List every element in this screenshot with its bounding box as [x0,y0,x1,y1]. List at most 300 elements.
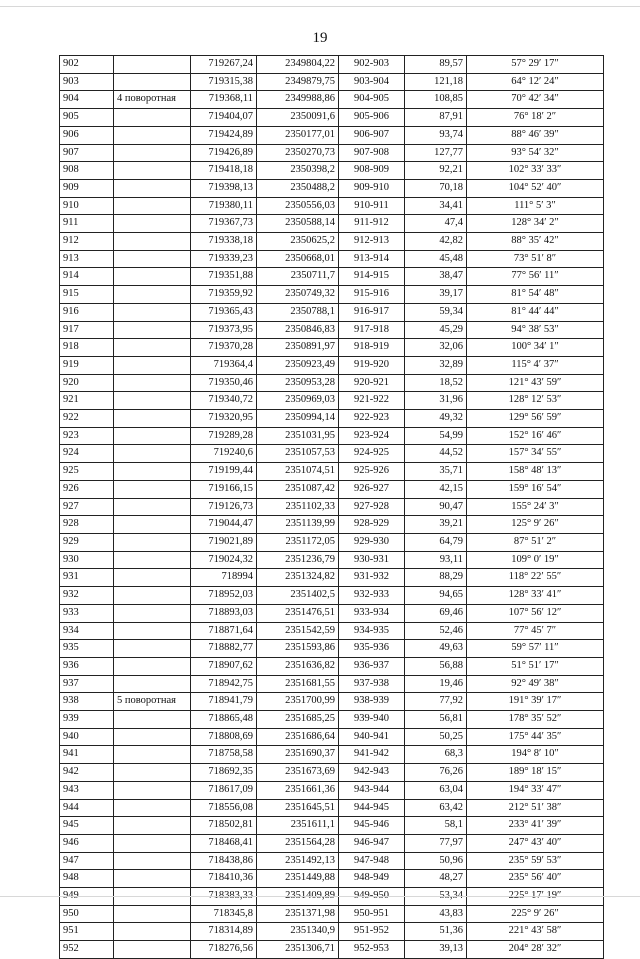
bearing-angle-cell: 76° 18′ 2″ [467,109,604,127]
segment-cell: 938-939 [339,693,405,711]
point-note-cell [114,923,191,941]
point-note-cell [114,126,191,144]
x-coordinate-cell: 719364,4 [191,356,257,374]
length-cell: 34,41 [405,197,467,215]
x-coordinate-cell: 718410,36 [191,870,257,888]
table-row [60,781,604,799]
bearing-angle-cell: 175° 44′ 35″ [467,728,604,746]
bearing-angle-cell: 59° 57′ 11″ [467,640,604,658]
x-coordinate-cell: 718994 [191,569,257,587]
length-cell: 77,92 [405,693,467,711]
segment-cell: 912-913 [339,233,405,251]
length-cell: 52,46 [405,622,467,640]
length-cell: 43,83 [405,905,467,923]
point-number-cell: 948 [60,870,114,888]
length-cell: 93,11 [405,551,467,569]
length-cell: 32,06 [405,339,467,357]
length-cell: 49,32 [405,410,467,428]
point-number-cell: 952 [60,941,114,959]
point-note-cell [114,162,191,180]
x-coordinate-cell: 719351,88 [191,268,257,286]
bearing-angle-cell: 107° 56′ 12″ [467,604,604,622]
point-number-cell: 909 [60,179,114,197]
y-coordinate-cell: 2350891,97 [257,339,339,357]
point-note-cell [114,374,191,392]
x-coordinate-cell: 719380,11 [191,197,257,215]
segment-cell: 924-925 [339,445,405,463]
y-coordinate-cell: 2351074,51 [257,463,339,481]
segment-cell: 920-921 [339,374,405,392]
table-row [60,480,604,498]
point-note-cell [114,640,191,658]
y-coordinate-cell: 2351102,33 [257,498,339,516]
table-row [60,56,604,74]
segment-cell: 911-912 [339,215,405,233]
table-row [60,604,604,622]
length-cell: 58,1 [405,817,467,835]
bearing-angle-cell: 157° 34′ 55″ [467,445,604,463]
length-cell: 87,91 [405,109,467,127]
segment-cell: 943-944 [339,781,405,799]
bearing-angle-cell: 128° 12′ 53″ [467,392,604,410]
y-coordinate-cell: 2351690,37 [257,746,339,764]
x-coordinate-cell: 718941,79 [191,693,257,711]
point-note-cell [114,764,191,782]
y-coordinate-cell: 2349879,75 [257,73,339,91]
table-row [60,179,604,197]
point-note-cell [114,427,191,445]
point-number-cell: 907 [60,144,114,162]
length-cell: 44,52 [405,445,467,463]
y-coordinate-cell: 2351673,69 [257,764,339,782]
point-number-cell: 938 [60,693,114,711]
length-cell: 35,71 [405,463,467,481]
bearing-angle-cell: 194° 8′ 10″ [467,746,604,764]
length-cell: 94,65 [405,587,467,605]
point-note-cell [114,746,191,764]
point-number-cell: 925 [60,463,114,481]
y-coordinate-cell: 2350488,2 [257,179,339,197]
bearing-angle-cell: 88° 46′ 39″ [467,126,604,144]
segment-cell: 906-907 [339,126,405,144]
point-note-cell [114,215,191,233]
point-number-cell: 908 [60,162,114,180]
bearing-angle-cell: 118° 22′ 55″ [467,569,604,587]
bearing-angle-cell: 81° 54′ 48″ [467,286,604,304]
table-row [60,445,604,463]
length-cell: 31,96 [405,392,467,410]
y-coordinate-cell: 2351681,55 [257,675,339,693]
table-row [60,923,604,941]
segment-cell: 940-941 [339,728,405,746]
length-cell: 39,21 [405,516,467,534]
bearing-angle-cell: 225° 9′ 26″ [467,905,604,923]
point-note-cell [114,551,191,569]
segment-cell: 945-946 [339,817,405,835]
y-coordinate-cell: 2350749,32 [257,286,339,304]
bearing-angle-cell: 247° 43′ 40″ [467,834,604,852]
bearing-angle-cell: 102° 33′ 33″ [467,162,604,180]
x-coordinate-cell: 719315,38 [191,73,257,91]
y-coordinate-cell: 2351542,59 [257,622,339,640]
y-coordinate-cell: 2350953,28 [257,374,339,392]
x-coordinate-cell: 719289,28 [191,427,257,445]
x-coordinate-cell: 718952,03 [191,587,257,605]
table-row [60,746,604,764]
segment-cell: 931-932 [339,569,405,587]
segment-cell: 950-951 [339,905,405,923]
point-note-cell [114,250,191,268]
point-note-cell [114,498,191,516]
x-coordinate-cell: 719044,47 [191,516,257,534]
y-coordinate-cell: 2351564,28 [257,834,339,852]
x-coordinate-cell: 718893,03 [191,604,257,622]
bearing-angle-cell: 115° 4′ 37″ [467,356,604,374]
y-coordinate-cell: 2351636,82 [257,657,339,675]
segment-cell: 929-930 [339,533,405,551]
point-note-cell [114,144,191,162]
table-row [60,233,604,251]
table-row [60,268,604,286]
point-note-cell [114,56,191,74]
bearing-angle-cell: 125° 9′ 26″ [467,516,604,534]
length-cell: 51,36 [405,923,467,941]
bearing-angle-cell: 57° 29′ 17″ [467,56,604,74]
bearing-angle-cell: 104° 52′ 40″ [467,179,604,197]
y-coordinate-cell: 2351700,99 [257,693,339,711]
point-note-cell [114,268,191,286]
table-row [60,374,604,392]
point-note-cell [114,480,191,498]
point-number-cell: 946 [60,834,114,852]
y-coordinate-cell: 2350588,14 [257,215,339,233]
segment-cell: 947-948 [339,852,405,870]
bearing-angle-cell: 128° 33′ 41″ [467,587,604,605]
segment-cell: 948-949 [339,870,405,888]
point-number-cell: 944 [60,799,114,817]
segment-cell: 941-942 [339,746,405,764]
table-row [60,533,604,551]
point-note-cell [114,73,191,91]
table-row [60,197,604,215]
segment-cell: 932-933 [339,587,405,605]
length-cell: 92,21 [405,162,467,180]
y-coordinate-cell: 2351371,98 [257,905,339,923]
x-coordinate-cell: 718942,75 [191,675,257,693]
coordinates-table-body [60,56,604,959]
length-cell: 53,34 [405,888,467,906]
point-number-cell: 934 [60,622,114,640]
point-note-cell [114,516,191,534]
x-coordinate-cell: 718502,81 [191,817,257,835]
point-number-cell: 915 [60,286,114,304]
bearing-angle-cell: 189° 18′ 15″ [467,764,604,782]
point-note-cell: 4 поворотная [114,91,191,109]
point-number-cell: 927 [60,498,114,516]
table-row [60,109,604,127]
y-coordinate-cell: 2350923,49 [257,356,339,374]
bearing-angle-cell: 204° 28′ 32″ [467,941,604,959]
table-row [60,498,604,516]
bearing-angle-cell: 155° 24′ 3″ [467,498,604,516]
segment-cell: 914-915 [339,268,405,286]
length-cell: 77,97 [405,834,467,852]
segment-cell: 930-931 [339,551,405,569]
y-coordinate-cell: 2351031,95 [257,427,339,445]
length-cell: 49,63 [405,640,467,658]
x-coordinate-cell: 718865,48 [191,711,257,729]
table-row [60,339,604,357]
table-row [60,73,604,91]
bearing-angle-cell: 194° 33′ 47″ [467,781,604,799]
segment-cell: 949-950 [339,888,405,906]
table-row [60,675,604,693]
bearing-angle-cell: 92° 49′ 38″ [467,675,604,693]
length-cell: 45,29 [405,321,467,339]
length-cell: 68,3 [405,746,467,764]
segment-cell: 917-918 [339,321,405,339]
point-note-cell [114,587,191,605]
point-number-cell: 920 [60,374,114,392]
table-row [60,126,604,144]
length-cell: 69,46 [405,604,467,622]
x-coordinate-cell: 718383,33 [191,888,257,906]
y-coordinate-cell: 2349988,86 [257,91,339,109]
page-number: 19 [312,30,328,46]
x-coordinate-cell: 719166,15 [191,480,257,498]
point-number-cell: 910 [60,197,114,215]
point-note-cell [114,622,191,640]
segment-cell: 921-922 [339,392,405,410]
segment-cell: 902-903 [339,56,405,74]
y-coordinate-cell: 2351402,5 [257,587,339,605]
y-coordinate-cell: 2351476,51 [257,604,339,622]
coordinates-table [59,55,604,959]
y-coordinate-cell: 2351172,05 [257,533,339,551]
segment-cell: 926-927 [339,480,405,498]
y-coordinate-cell: 2350270,73 [257,144,339,162]
table-row [60,799,604,817]
point-note-cell [114,339,191,357]
table-row [60,622,604,640]
y-coordinate-cell: 2351611,1 [257,817,339,835]
x-coordinate-cell: 718468,41 [191,834,257,852]
table-row [60,551,604,569]
segment-cell: 918-919 [339,339,405,357]
bearing-angle-cell: 221° 43′ 58″ [467,923,604,941]
y-coordinate-cell: 2350668,01 [257,250,339,268]
length-cell: 70,18 [405,179,467,197]
bearing-angle-cell: 235° 56′ 40″ [467,870,604,888]
point-number-cell: 918 [60,339,114,357]
point-number-cell: 928 [60,516,114,534]
point-number-cell: 935 [60,640,114,658]
length-cell: 121,18 [405,73,467,91]
length-cell: 32,89 [405,356,467,374]
point-note-cell [114,410,191,428]
point-number-cell: 932 [60,587,114,605]
x-coordinate-cell: 719024,32 [191,551,257,569]
bearing-angle-cell: 100° 34′ 1″ [467,339,604,357]
y-coordinate-cell: 2350711,7 [257,268,339,286]
segment-cell: 916-917 [339,303,405,321]
segment-cell: 933-934 [339,604,405,622]
x-coordinate-cell: 719021,89 [191,533,257,551]
x-coordinate-cell: 718882,77 [191,640,257,658]
y-coordinate-cell: 2350846,83 [257,321,339,339]
table-row [60,427,604,445]
bearing-angle-cell: 129° 56′ 59″ [467,410,604,428]
x-coordinate-cell: 718871,64 [191,622,257,640]
point-note-cell [114,817,191,835]
segment-cell: 939-940 [339,711,405,729]
x-coordinate-cell: 718276,56 [191,941,257,959]
length-cell: 54,99 [405,427,467,445]
y-coordinate-cell: 2350177,01 [257,126,339,144]
point-number-cell: 942 [60,764,114,782]
point-note-cell [114,657,191,675]
point-note-cell [114,197,191,215]
point-number-cell: 930 [60,551,114,569]
point-number-cell: 933 [60,604,114,622]
point-number-cell: 914 [60,268,114,286]
point-note-cell [114,675,191,693]
point-number-cell: 913 [60,250,114,268]
point-number-cell: 947 [60,852,114,870]
point-note-cell [114,445,191,463]
point-note-cell [114,303,191,321]
bearing-angle-cell: 233° 41′ 39″ [467,817,604,835]
segment-cell: 942-943 [339,764,405,782]
x-coordinate-cell: 718314,89 [191,923,257,941]
segment-cell: 903-904 [339,73,405,91]
point-number-cell: 937 [60,675,114,693]
length-cell: 39,17 [405,286,467,304]
table-row [60,321,604,339]
x-coordinate-cell: 719367,73 [191,215,257,233]
bearing-angle-cell: 178° 35′ 52″ [467,711,604,729]
x-coordinate-cell: 719404,07 [191,109,257,127]
point-note-cell: 5 поворотная [114,693,191,711]
bearing-angle-cell: 77° 56′ 11″ [467,268,604,286]
segment-cell: 907-908 [339,144,405,162]
point-note-cell [114,941,191,959]
table-row [60,728,604,746]
point-note-cell [114,179,191,197]
segment-cell: 905-906 [339,109,405,127]
table-row [60,516,604,534]
table-row [60,711,604,729]
x-coordinate-cell: 719320,95 [191,410,257,428]
point-number-cell: 924 [60,445,114,463]
top-scan-edge [0,6,640,7]
length-cell: 127,77 [405,144,467,162]
y-coordinate-cell: 2351492,13 [257,852,339,870]
point-note-cell [114,852,191,870]
x-coordinate-cell: 719199,44 [191,463,257,481]
y-coordinate-cell: 2351139,99 [257,516,339,534]
point-note-cell [114,604,191,622]
length-cell: 42,82 [405,233,467,251]
point-number-cell: 911 [60,215,114,233]
y-coordinate-cell: 2350994,14 [257,410,339,428]
point-number-cell: 902 [60,56,114,74]
length-cell: 90,47 [405,498,467,516]
point-number-cell: 941 [60,746,114,764]
x-coordinate-cell: 719368,11 [191,91,257,109]
length-cell: 63,42 [405,799,467,817]
point-number-cell: 922 [60,410,114,428]
y-coordinate-cell: 2351409,89 [257,888,339,906]
table-row [60,852,604,870]
segment-cell: 935-936 [339,640,405,658]
length-cell: 76,26 [405,764,467,782]
length-cell: 50,96 [405,852,467,870]
table-row [60,817,604,835]
table-row [60,941,604,959]
bottom-scan-edge [0,896,640,897]
point-note-cell [114,569,191,587]
table-row [60,356,604,374]
x-coordinate-cell: 719240,6 [191,445,257,463]
length-cell: 59,34 [405,303,467,321]
point-number-cell: 929 [60,533,114,551]
bearing-angle-cell: 121° 43′ 59″ [467,374,604,392]
x-coordinate-cell: 718556,08 [191,799,257,817]
bearing-angle-cell: 64° 12′ 24″ [467,73,604,91]
y-coordinate-cell: 2351661,36 [257,781,339,799]
length-cell: 56,88 [405,657,467,675]
point-number-cell: 931 [60,569,114,587]
bearing-angle-cell: 93° 54′ 32″ [467,144,604,162]
bearing-angle-cell: 235° 59′ 53″ [467,852,604,870]
table-row [60,215,604,233]
point-number-cell: 919 [60,356,114,374]
bearing-angle-cell: 109° 0′ 19″ [467,551,604,569]
point-number-cell: 949 [60,888,114,906]
segment-cell: 922-923 [339,410,405,428]
point-note-cell [114,905,191,923]
point-note-cell [114,533,191,551]
point-note-cell [114,392,191,410]
bearing-angle-cell: 87° 51′ 2″ [467,533,604,551]
bearing-angle-cell: 212° 51′ 38″ [467,799,604,817]
x-coordinate-cell: 719398,13 [191,179,257,197]
table-row [60,693,604,711]
y-coordinate-cell: 2350969,03 [257,392,339,410]
x-coordinate-cell: 719373,95 [191,321,257,339]
bearing-angle-cell: 158° 48′ 13″ [467,463,604,481]
segment-cell: 934-935 [339,622,405,640]
length-cell: 108,85 [405,91,467,109]
x-coordinate-cell: 718617,09 [191,781,257,799]
segment-cell: 923-924 [339,427,405,445]
length-cell: 63,04 [405,781,467,799]
segment-cell: 919-920 [339,356,405,374]
point-number-cell: 903 [60,73,114,91]
point-note-cell [114,711,191,729]
point-number-cell: 923 [60,427,114,445]
y-coordinate-cell: 2351645,51 [257,799,339,817]
length-cell: 39,13 [405,941,467,959]
point-number-cell: 916 [60,303,114,321]
segment-cell: 951-952 [339,923,405,941]
x-coordinate-cell: 718907,62 [191,657,257,675]
bearing-angle-cell: 94° 38′ 53″ [467,321,604,339]
y-coordinate-cell: 2350556,03 [257,197,339,215]
table-row [60,410,604,428]
point-note-cell [114,799,191,817]
